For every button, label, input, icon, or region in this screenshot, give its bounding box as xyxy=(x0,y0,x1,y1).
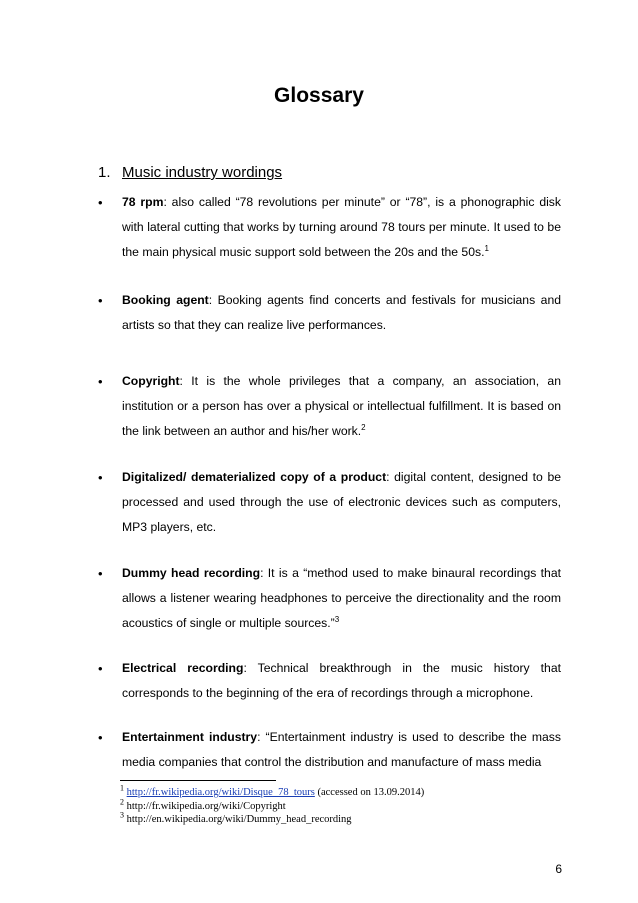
glossary-entry xyxy=(98,288,561,338)
entry-term: Copyright xyxy=(122,374,180,388)
entry-term: Electrical recording xyxy=(122,661,244,675)
footnote-ref[interactable]: 3 xyxy=(334,614,340,624)
bullet-icon: • xyxy=(98,470,103,485)
footnote-number: 2 xyxy=(120,797,124,806)
entry-term: Digitalized/ dematerialized copy of a product xyxy=(122,470,387,484)
bullet-icon: • xyxy=(98,293,103,308)
entry-text: : It is a “method used to make binaural recordings that allows a listener wearing headphones to perceive the directionality and the room acoustics of single or multiple sources.” xyxy=(122,566,561,630)
section-heading xyxy=(98,164,282,181)
entry-text: : digital content, designed to be processed and used through the use of electronic devices such as computers, MP3 players, etc. xyxy=(122,470,562,534)
entry-text: : Booking agents find concerts and festivals for musicians and artists so that they can realize live performances. xyxy=(122,293,561,332)
glossary-entry xyxy=(98,656,561,706)
glossary-entry xyxy=(98,725,561,775)
footnote xyxy=(120,783,425,800)
page-number: 6 xyxy=(555,862,562,876)
glossary-entry xyxy=(98,561,561,636)
entry-term: Dummy head recording xyxy=(122,566,261,580)
entry-term: 78 rpm xyxy=(122,195,164,209)
bullet-icon: • xyxy=(98,661,103,676)
footnotes xyxy=(120,783,425,827)
entry-text: : also called “78 revolutions per minute” or “78”, is a phonographic disk with lateral cutting that works by turning around 78 tours per minute. It used to be the main physical music support sold between the 20s and the 50s. xyxy=(122,195,561,259)
bullet-icon: • xyxy=(98,730,103,745)
section-label: Music industry wordings xyxy=(122,164,283,181)
footnote-number: 3 xyxy=(120,810,124,820)
entry-text: : “Entertainment industry is used to describe the mass media companies that control the distribution and manufacture of mass media xyxy=(122,730,561,769)
footnote xyxy=(120,810,424,827)
footnote-text: http://fr.wikipedia.org/wiki/Copyright xyxy=(126,800,286,812)
page-title: Glossary xyxy=(274,84,364,107)
footnote-divider xyxy=(120,780,276,781)
footnote-text: http://en.wikipedia.org/wiki/Dummy_head_recording xyxy=(126,814,352,825)
entry-text: : Technical breakthrough in the music history that corresponds to the beginning of the era of recordings through a microphone. xyxy=(122,661,561,700)
footnote-ref[interactable]: 1 xyxy=(484,243,489,253)
entry-term: Entertainment industry xyxy=(122,730,258,744)
entry-term: Booking agent xyxy=(122,293,209,307)
entry-text: : It is the whole privileges that a company, an association, an institution or a person has over a physical or intellectual fulfillment. It is based on the link between an author and his/her work. xyxy=(122,374,561,438)
bullet-icon: • xyxy=(98,374,103,389)
footnote-link[interactable]: http://fr.wikipedia.org/wiki/Disque_78_tours xyxy=(126,787,315,798)
footnote xyxy=(120,797,424,814)
footnote-text: (accessed on 13.09.2014) xyxy=(314,787,425,798)
glossary-entry xyxy=(98,190,561,265)
bullet-icon: • xyxy=(98,195,103,210)
footnote-number: 1 xyxy=(120,783,124,793)
glossary-entry xyxy=(98,369,561,444)
bullet-icon: • xyxy=(98,566,103,581)
section-number: 1. xyxy=(98,164,111,181)
glossary-entry xyxy=(98,465,561,540)
footnote-ref[interactable]: 2 xyxy=(361,422,366,432)
